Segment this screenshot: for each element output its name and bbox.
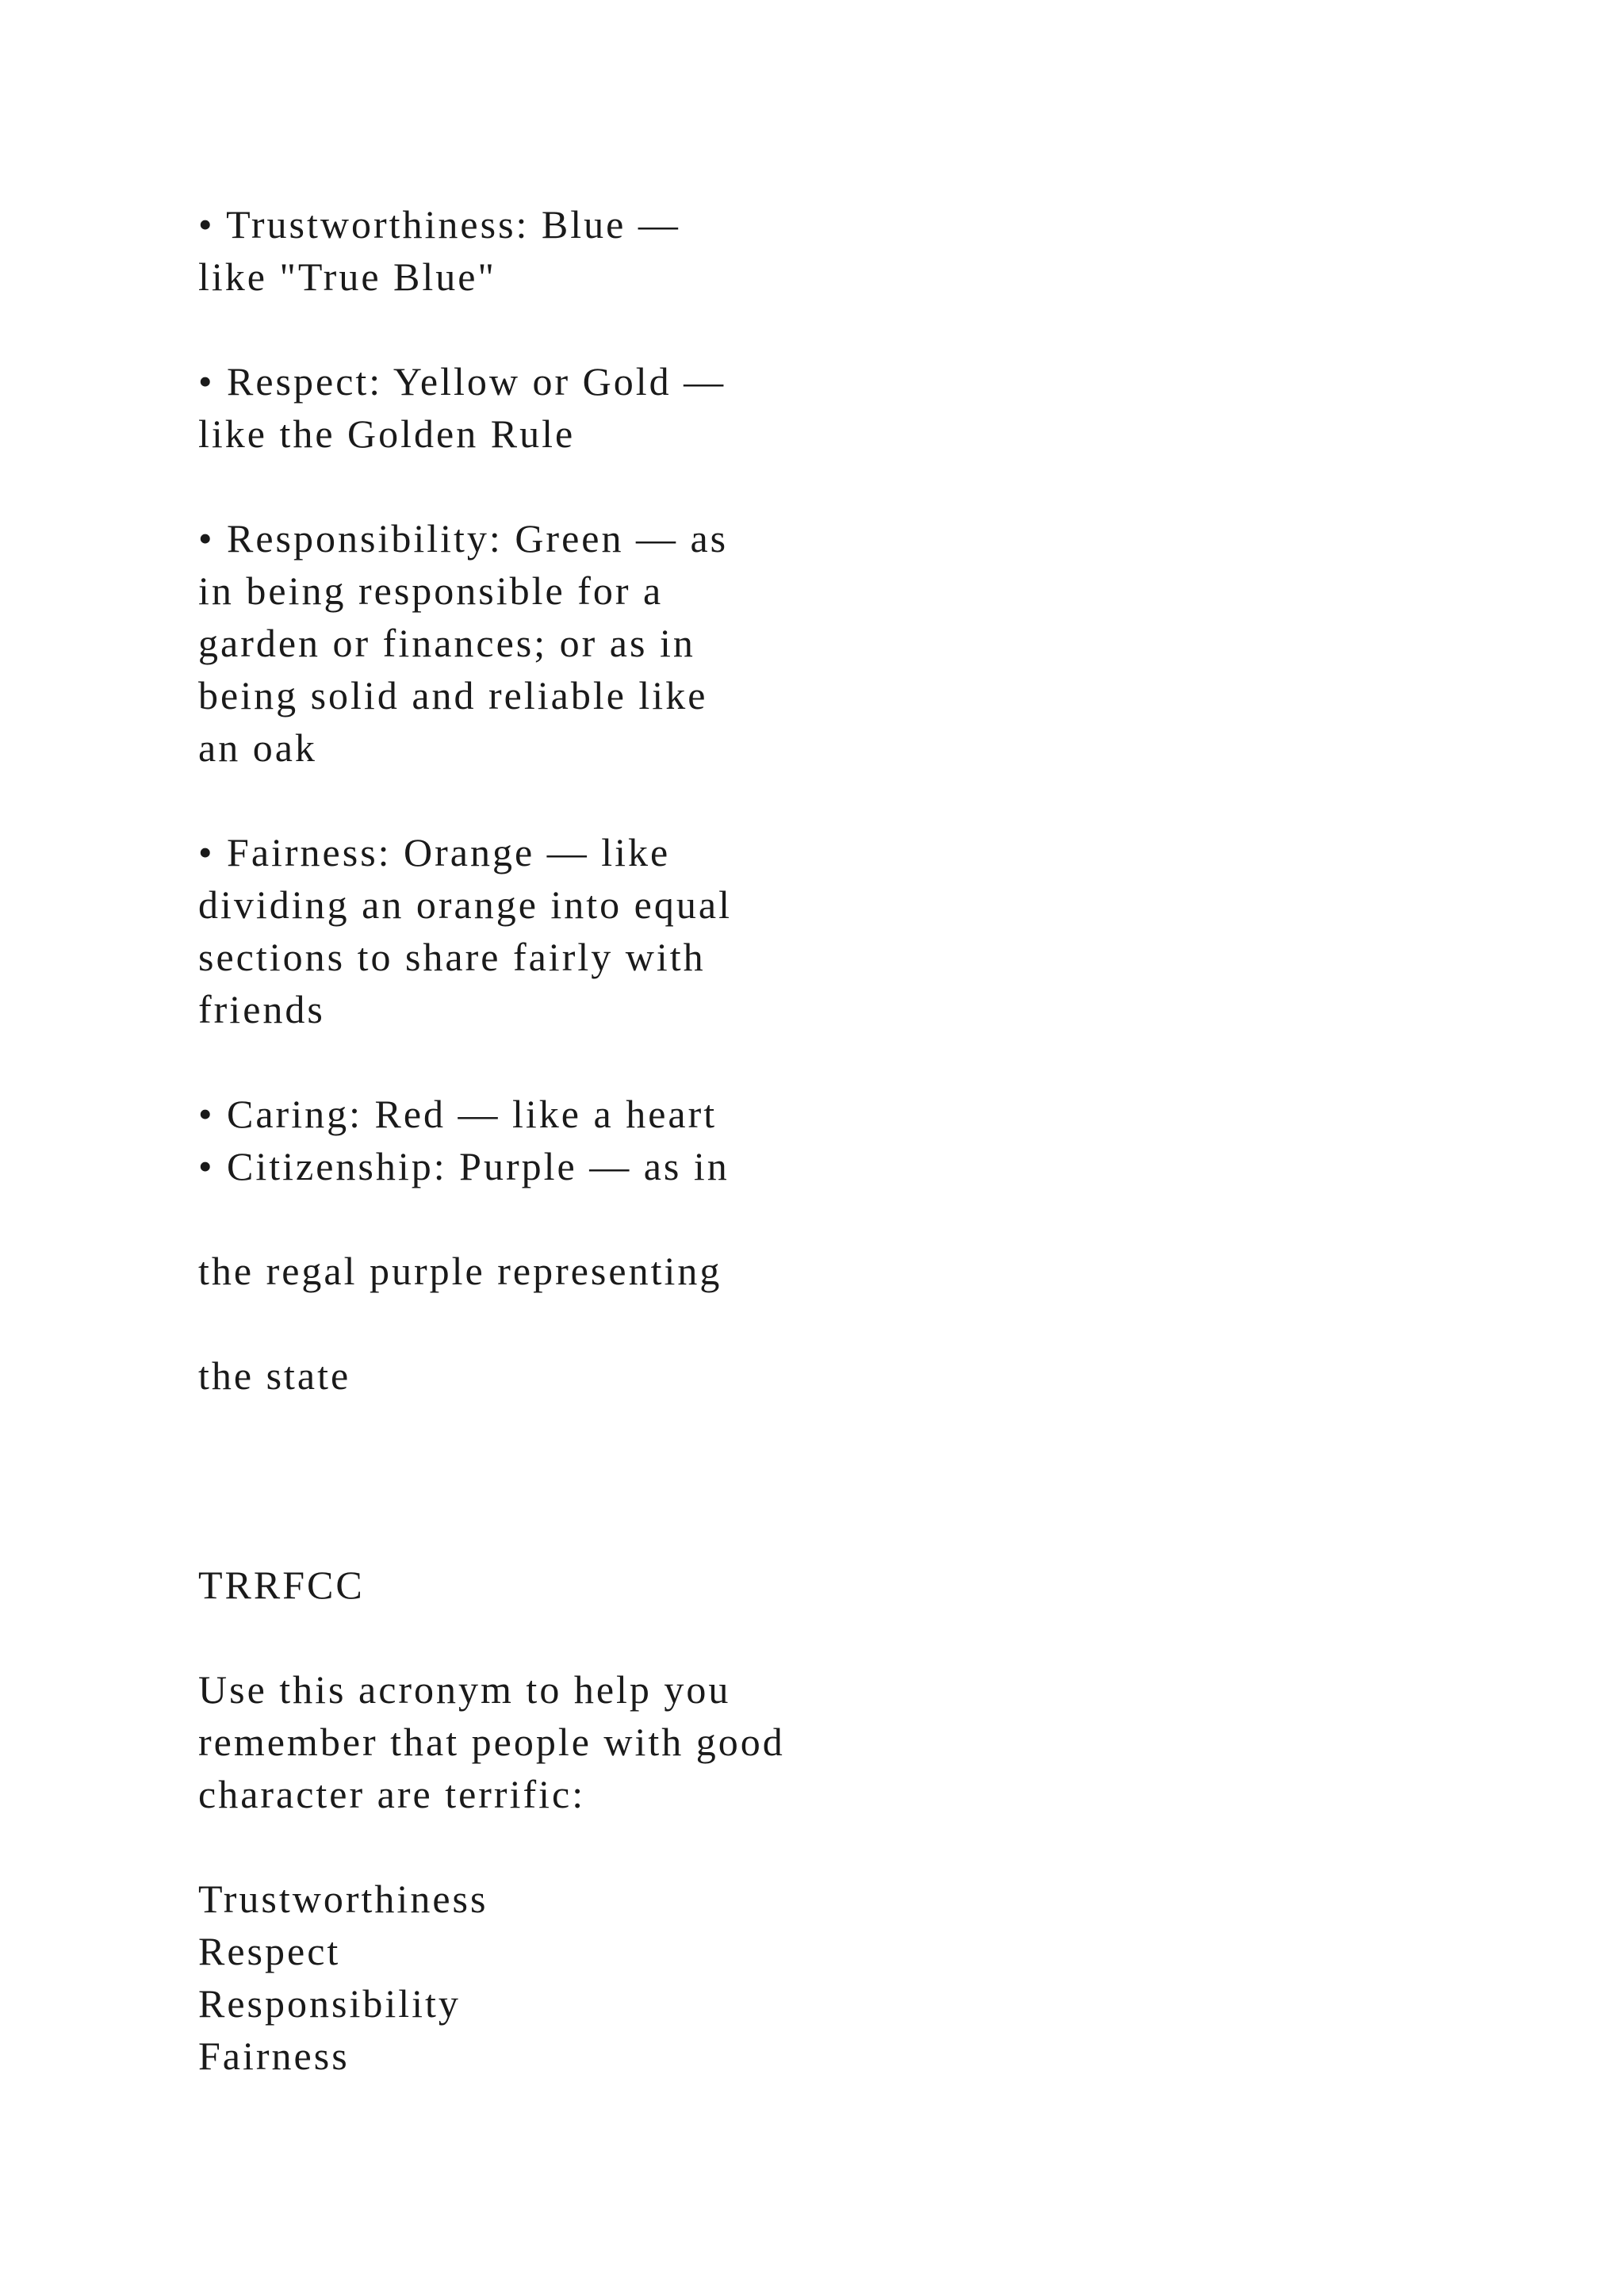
text-line: in being responsible for a — [198, 568, 664, 613]
text-line: Use this acronym to help you — [198, 1667, 731, 1712]
acronym-heading: TRRFCC — [198, 1563, 365, 1607]
bullet-citizenship: • Citizenship: Purple — as in — [198, 1144, 730, 1188]
text-line: being solid and reliable like — [198, 673, 708, 718]
bullet-trustworthiness: • Trustworthiness: Blue — — [198, 202, 680, 247]
acronym-item-trustworthiness: Trustworthiness — [198, 1877, 488, 1921]
acronym-item-fairness: Fairness — [198, 2034, 350, 2078]
text-line: an oak — [198, 725, 317, 770]
bullet-respect: • Respect: Yellow or Gold — — [198, 359, 726, 404]
text-line: the state — [198, 1353, 351, 1398]
text-line: like the Golden Rule — [198, 411, 576, 456]
text-line: garden or finances; or as in — [198, 621, 695, 665]
text-line: friends — [198, 987, 325, 1031]
text-line: like "True Blue" — [198, 254, 496, 299]
text-line: remember that people with good — [198, 1720, 785, 1764]
acronym-item-responsibility: Responsibility — [198, 1981, 461, 2026]
bullet-caring: • Caring: Red — like a heart — [198, 1092, 718, 1136]
text-line: dividing an orange into equal — [198, 882, 732, 927]
text-line: the regal purple representing — [198, 1249, 722, 1293]
acronym-item-respect: Respect — [198, 1929, 341, 1973]
text-line: character are terrific: — [198, 1772, 586, 1816]
text-line: sections to share fairly with — [198, 935, 706, 979]
bullet-fairness: • Fairness: Orange — like — [198, 830, 671, 874]
bullet-responsibility: • Responsibility: Green — as — [198, 516, 729, 561]
